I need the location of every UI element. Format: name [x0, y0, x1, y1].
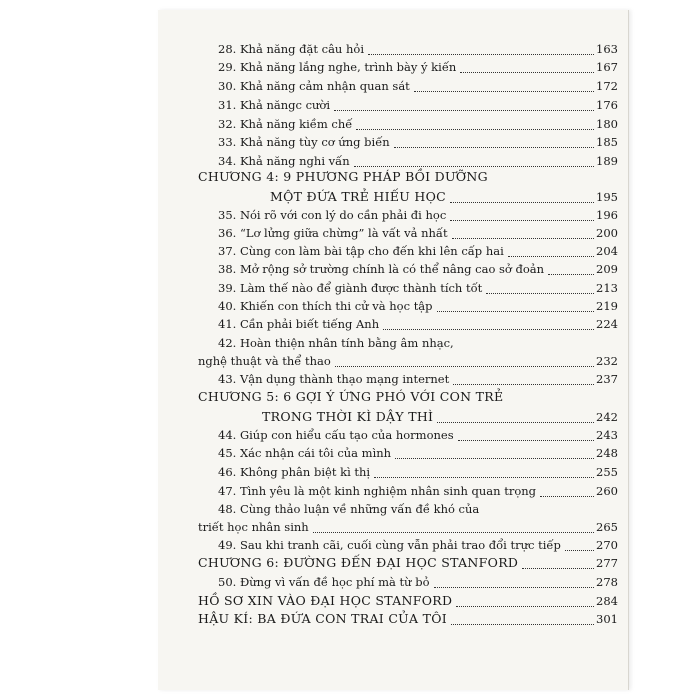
dot-leader [451, 610, 594, 625]
entry-title: 31. Khả năngc cười [218, 98, 331, 112]
toc-entry [158, 518, 628, 536]
entry-title: TRONG THỜI KÌ DẬY THÌ [262, 409, 434, 424]
dot-leader [414, 77, 594, 92]
dot-leader [368, 40, 594, 55]
entry-title: HẬU KÍ: BA ĐỨA CON TRAI CỦA TÔI [198, 611, 448, 626]
entry-title: 30. Khả năng cảm nhận quan sát [218, 79, 410, 93]
page-number: 242 [596, 410, 618, 424]
dot-leader [540, 482, 594, 497]
page-number: 301 [596, 612, 618, 626]
chapter-heading [158, 408, 628, 426]
dot-leader [434, 573, 594, 588]
toc-entry [158, 482, 628, 500]
entry-title: 44. Giúp con hiểu cấu tạo của hormones [218, 428, 454, 442]
toc-entry [158, 444, 628, 462]
toc-entry [158, 115, 628, 133]
page-number: 277 [596, 556, 618, 570]
dot-leader [456, 592, 594, 607]
dot-leader [383, 315, 594, 330]
dot-leader [335, 352, 594, 367]
toc-entry [158, 370, 628, 388]
entry-title: triết học nhân sinh [198, 520, 309, 534]
entry-title: 29. Khả năng lắng nghe, trình bày ý kiến [218, 60, 457, 74]
toc-entry [158, 573, 628, 591]
page-number: 232 [596, 354, 618, 368]
toc-entry [158, 96, 628, 114]
dot-leader [437, 408, 594, 423]
page-number: 278 [596, 575, 618, 589]
page-number: 196 [596, 208, 618, 222]
dot-leader [354, 152, 594, 167]
page-number: 195 [596, 190, 618, 204]
entry-title: 42. Hoàn thiện nhân tính bằng âm nhạc, [218, 336, 454, 350]
page-number: 243 [596, 428, 618, 442]
dot-leader [486, 279, 594, 294]
toc-entry [158, 352, 628, 370]
page-number: 260 [596, 484, 618, 498]
dot-leader [548, 260, 594, 275]
page-number: 270 [596, 538, 618, 552]
entry-title: CHƯƠNG 5: 6 GỢI Ý ỨNG PHÓ VỚI CON TRẺ [198, 389, 504, 404]
entry-title: 38. Mở rộng sở trường chính là có thể nâng cao sở đoản [218, 262, 545, 276]
page-number: 284 [596, 594, 618, 608]
page-number: 265 [596, 520, 618, 534]
page-number: 163 [596, 42, 618, 56]
entry-title: 32. Khả năng kiềm chế [218, 117, 353, 131]
toc-entry [158, 536, 628, 554]
entry-title: 28. Khả năng đặt câu hỏi [218, 42, 365, 56]
entry-title: MỘT ĐỨA TRẺ HIẾU HỌC [270, 189, 447, 204]
dot-leader [334, 96, 594, 111]
dot-leader [394, 133, 594, 148]
page-number: 213 [596, 281, 618, 295]
page-number: 176 [596, 98, 618, 112]
page-number: 209 [596, 262, 618, 276]
page-number: 204 [596, 244, 618, 258]
toc-entry [158, 133, 628, 151]
toc-entry [158, 279, 628, 297]
entry-title: 40. Khiến con thích thi cử và học tập [218, 299, 433, 313]
book-page [158, 10, 629, 690]
dot-leader [460, 58, 594, 73]
page-number: 172 [596, 79, 618, 93]
dot-leader [452, 224, 594, 239]
entry-title: 49. Sau khi tranh cãi, cuối cùng vẫn phải trao đổi trực tiếp [218, 538, 561, 552]
dot-leader [450, 206, 594, 221]
toc-entry [158, 58, 628, 76]
page-number: 237 [596, 372, 618, 386]
toc-entry [158, 426, 628, 444]
toc-entry [158, 297, 628, 315]
chapter-heading [158, 188, 628, 206]
toc-entry [158, 315, 628, 333]
dot-leader [453, 370, 594, 385]
toc-entry [158, 224, 628, 242]
page-number: 167 [596, 60, 618, 74]
page-number: 224 [596, 317, 618, 331]
entry-title: 35. Nói rõ với con lý do cần phải đi học [218, 208, 447, 222]
dot-leader [450, 188, 594, 203]
dot-leader [313, 518, 594, 533]
toc-entry [158, 260, 628, 278]
chapter-heading [158, 592, 628, 610]
toc-entry [158, 242, 628, 260]
dot-leader [522, 554, 594, 569]
chapter-heading [158, 554, 628, 572]
page-number: 180 [596, 117, 618, 131]
dot-leader [565, 536, 594, 551]
entry-title: CHƯƠNG 4: 9 PHƯƠNG PHÁP BỒI DƯỠNG [198, 169, 488, 184]
page-number: 248 [596, 446, 618, 460]
page-number: 185 [596, 135, 618, 149]
chapter-heading [158, 388, 628, 406]
entry-title: CHƯƠNG 6: ĐƯỜNG ĐẾN ĐẠI HỌC STANFORD [198, 555, 519, 570]
entry-title: 50. Đừng vì vấn đề học phí mà từ bỏ [218, 575, 430, 589]
toc-entry [158, 40, 628, 58]
dot-leader [458, 426, 594, 441]
entry-title: 47. Tình yêu là một kinh nghiệm nhân sinh quan trọng [218, 484, 537, 498]
entry-title: nghệ thuật và thể thao [198, 354, 331, 368]
entry-title: 37. Cùng con làm bài tập cho đến khi lên cấp hai [218, 244, 504, 258]
entry-title: 45. Xác nhận cái tôi của mình [218, 446, 392, 460]
toc-entry [158, 334, 628, 352]
entry-title: 34. Khả năng nghi vấn [218, 154, 350, 168]
entry-title: HỒ SƠ XIN VÀO ĐẠI HỌC STANFORD [198, 593, 453, 608]
page-number: 219 [596, 299, 618, 313]
dot-leader [374, 463, 594, 478]
entry-title: 48. Cùng thảo luận về những vấn đề khó của [218, 502, 480, 516]
dot-leader [437, 297, 594, 312]
toc-entry [158, 500, 628, 518]
toc-entry [158, 206, 628, 224]
chapter-heading [158, 168, 628, 186]
entry-title: 41. Cần phải biết tiếng Anh [218, 317, 380, 331]
entry-title: 36. “Lơ lửng giữa chừng” là vất vả nhất [218, 226, 448, 240]
dot-leader [356, 115, 594, 130]
toc-entry [158, 77, 628, 95]
chapter-heading [158, 610, 628, 628]
entry-title: 33. Khả năng tùy cơ ứng biến [218, 135, 390, 149]
entry-title: 39. Làm thế nào để giành được thành tích tốt [218, 281, 483, 295]
dot-leader [508, 242, 594, 257]
dot-leader [395, 444, 594, 459]
page-number: 255 [596, 465, 618, 479]
entry-title: 46. Không phân biệt kì thị [218, 465, 371, 479]
entry-title: 43. Vận dụng thành thạo mạng internet [218, 372, 450, 386]
toc-entry [158, 463, 628, 481]
page-number: 200 [596, 226, 618, 240]
page-number: 189 [596, 154, 618, 168]
